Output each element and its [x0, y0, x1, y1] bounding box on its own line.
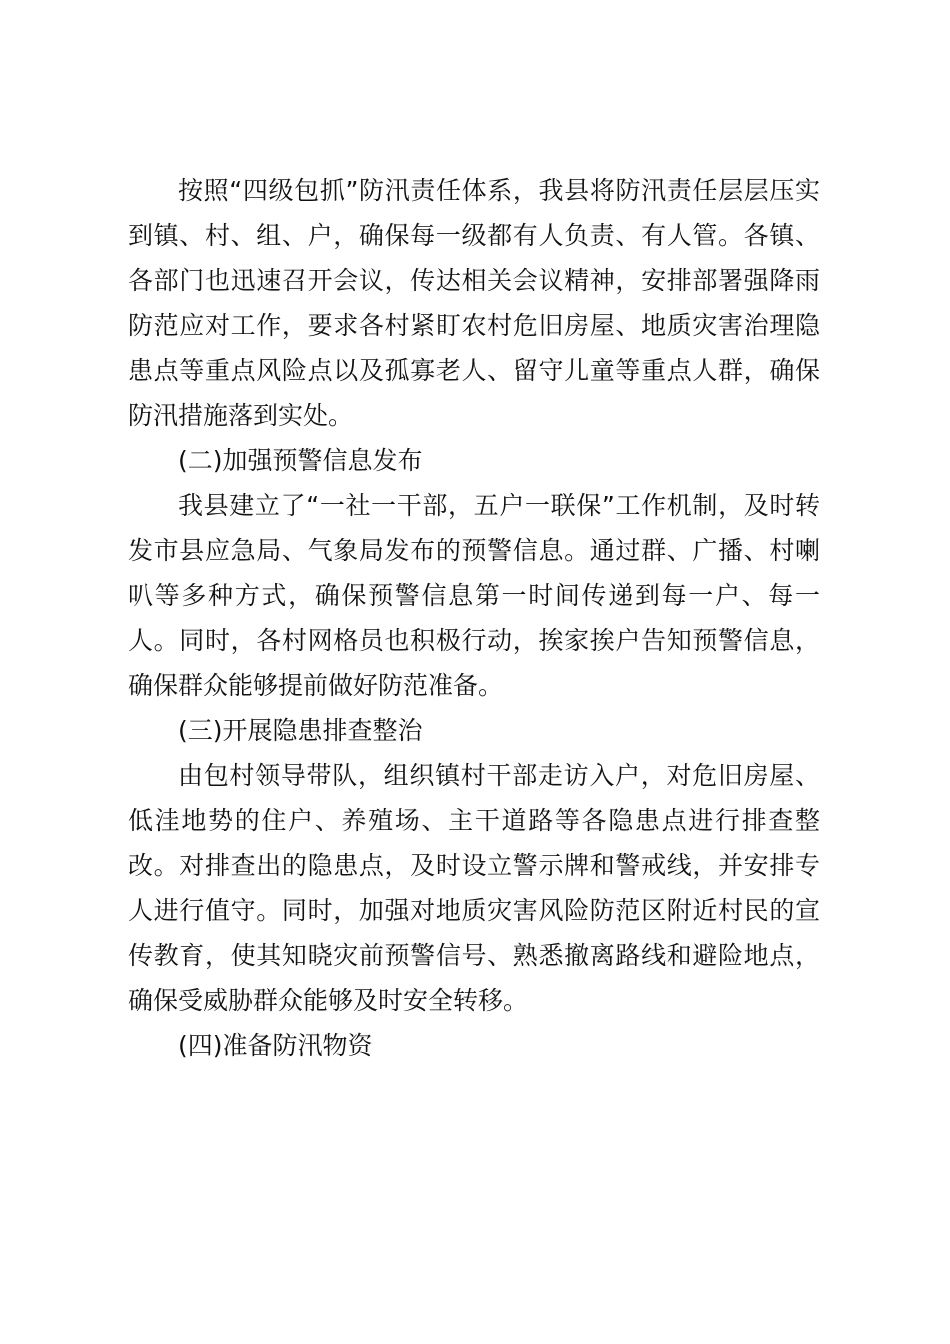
- section-heading-hazard-inspection: (三)开展隐患排查整治: [178, 716, 423, 745]
- paragraph-warning-mechanism: 我县建立了“一社一干部，五户一联保”工作机制，及时转发市县应急局、气象局发布的预警信息。通过群、广播、村喇叭等多种方式，确保预警信息第一时间传递到每一户、每一人。同时，各村网格员也积极行动，挨家挨户告知预警信息，确保群众能够提前做好防范准备。: [128, 491, 820, 700]
- section-heading-warning-info: (二)加强预警信息发布: [178, 446, 423, 475]
- paragraph-hazard-inspection: 由包村领导带队，组织镇村干部走访入户，对危旧房屋、低洼地势的住户、养殖场、主干道路等各隐患点进行排查整改。对排查出的隐患点，及时设立警示牌和警戒线，并安排专人进行值守。同时，加强对地质灾害风险防范区附近村民的宣传教育，使其知晓灾前预警信号、熟悉撤离路线和避险地点，确保受威胁群众能够及时安全转移。: [128, 761, 820, 1015]
- document-body: [128, 168, 820, 1068]
- paragraph-responsibility-system: 按照“四级包抓”防汛责任体系，我县将防汛责任层层压实到镇、村、组、户，确保每一级都有人负责、有人管。各镇、各部门也迅速召开会议，传达相关会议精神，安排部署强降雨防范应对工作，要求各村紧盯农村危旧房屋、地质灾害治理隐患点等重点风险点以及孤寡老人、留守儿童等重点人群，确保防汛措施落到实处。: [128, 176, 820, 430]
- section-heading-flood-supplies: (四)准备防汛物资: [178, 1031, 373, 1060]
